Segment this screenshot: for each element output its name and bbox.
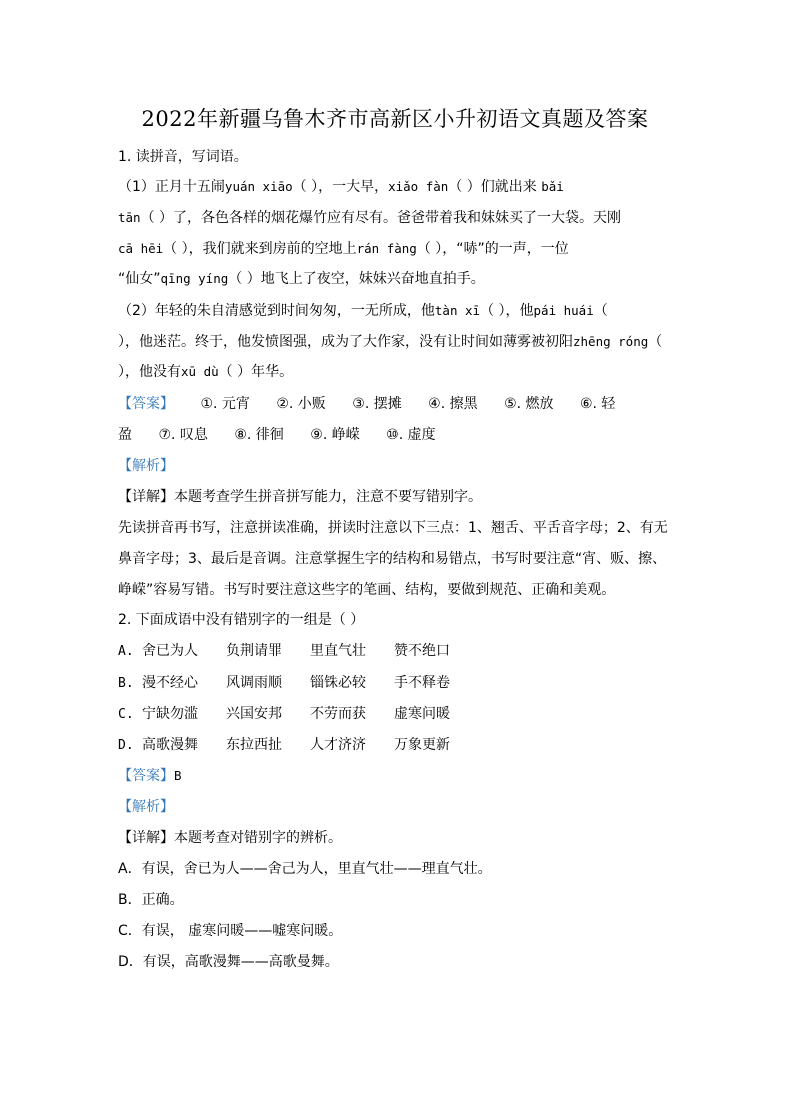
idiom: 不劳而获	[310, 706, 366, 722]
text: （ ）地飞上了夜空，妹妹兴奋地直拍手。	[228, 271, 485, 287]
pinyin: xū dù	[181, 364, 219, 379]
q2-answer	[118, 766, 678, 786]
pinyin: pái huái	[533, 303, 594, 318]
text: ），他没有	[118, 364, 181, 380]
q1-answer-line-2	[118, 425, 678, 445]
answer-item: ⑤. 燃放	[504, 396, 554, 412]
text: （ ）们就出来	[448, 179, 537, 195]
q1-line-3	[118, 239, 678, 259]
detail-label: 【详解】	[118, 830, 174, 846]
pinyin: rán fàng	[356, 241, 417, 256]
answer-item: ③. 摆摊	[352, 396, 402, 412]
answer-item: ⑥. 轻	[579, 396, 616, 412]
q2-option-c	[118, 704, 678, 725]
option-letter: D.	[118, 738, 134, 753]
idiom: 赞不绝口	[394, 643, 450, 659]
pinyin: bǎi	[541, 179, 564, 194]
q2-explanation-c: C．有误， 虚寒问暖——嘘寒问暖。	[118, 923, 343, 939]
option-letter: C.	[118, 707, 134, 722]
q2-option-d	[118, 735, 678, 756]
idiom: 虚寒问暖	[394, 706, 450, 722]
question-2-heading: 2. 下面成语中没有错别字的一组是（ ）	[118, 612, 365, 628]
idiom: 舍已为人	[142, 643, 198, 659]
q2-explanation-b: B．正确。	[118, 892, 184, 908]
idiom: 东拉西扯	[226, 737, 282, 753]
q2-explanation-a: A．有误，舍已为人——舍己为人，里直气壮——理直气壮。	[118, 861, 492, 877]
answer-label: 【答案】	[118, 768, 174, 784]
idiom: 手不释卷	[394, 675, 450, 691]
idiom: 兴国安邦	[226, 706, 282, 722]
idiom: 宁缺勿滥	[142, 706, 198, 722]
answer-item: ⑨. 峥嵘	[310, 427, 360, 443]
option-letter: B.	[118, 676, 134, 691]
q1-line-2	[118, 208, 678, 228]
detail-label: 【详解】	[118, 489, 174, 505]
answer-item: 盈	[118, 427, 132, 443]
pinyin: qīng yíng	[160, 271, 229, 286]
idiom: 里直气壮	[310, 643, 366, 659]
q1-analysis-label: 【解析】	[118, 458, 174, 474]
q1-explanation-line: 鼻音字母；3、最后是音调。注意掌握生字的结构和易错点，书写时要注意“宵、贩、擦、	[118, 551, 667, 567]
idiom: 万象更新	[394, 737, 450, 753]
q1-detail	[118, 487, 678, 507]
answer-item: ⑧. 徘徊	[234, 427, 284, 443]
text: （2）年轻的朱自清感觉到时间匆匆，一无所成，他	[118, 303, 435, 319]
pinyin: cā hēi	[118, 241, 164, 256]
q1-line-5	[118, 301, 678, 321]
idiom: 人才济济	[310, 737, 366, 753]
text: （ ）了，各色各样的烟花爆竹应有尽有。爸爸带着我和妹妹买了一大袋。天刚	[140, 210, 622, 226]
q2-option-b	[118, 673, 678, 694]
text: （ ）年华。	[218, 364, 294, 380]
q1-explanation-line: 先读拼音再书写，注意拼读准确，拼读时注意以下三点：1、翘舌、平舌音字母；2、有无	[118, 520, 668, 536]
answer-item: ⑩. 虚度	[386, 427, 436, 443]
q1-line-6	[118, 332, 678, 352]
idiom: 负荆请罪	[226, 643, 282, 659]
q1-line-4	[118, 269, 678, 289]
q2-option-a	[118, 641, 678, 662]
answer-label: 【答案】	[118, 396, 174, 412]
page-title: 2022年新疆乌鲁木齐市高新区小升初语文真题及答案	[141, 107, 649, 131]
q1-answer-line-1	[118, 394, 678, 414]
idiom: 风调雨顺	[226, 675, 282, 691]
q2-explanation-d: D．有误，高歌漫舞——高歌曼舞。	[118, 954, 339, 970]
q1-line-7	[118, 362, 678, 382]
answer-item: ②. 小贩	[276, 396, 326, 412]
pinyin: zhēng róng	[573, 334, 649, 349]
pinyin: yuán xiāo	[224, 179, 293, 194]
answer-value: B	[174, 768, 182, 783]
answer-item: ④. 擦黑	[428, 396, 478, 412]
pinyin: xiǎo fàn	[388, 179, 449, 194]
pinyin: tàn xī	[434, 303, 481, 318]
q1-line-1	[118, 177, 678, 197]
text: （ ），我们就来到房前的空地上	[163, 241, 357, 257]
detail-text: 本题考查对错别字的辨析。	[174, 830, 342, 846]
pinyin: tān	[118, 210, 141, 225]
option-letter: A.	[118, 644, 134, 659]
question-1-heading: 1. 读拼音，写词语。	[118, 149, 248, 165]
idiom: 锱铢必较	[310, 675, 366, 691]
q2-detail	[118, 828, 678, 848]
text: （ ），一大早，	[292, 179, 389, 195]
idiom: 漫不经心	[142, 675, 198, 691]
answer-item: ⑦. 叹息	[158, 427, 208, 443]
answer-item: ①. 元宵	[200, 396, 250, 412]
text: “仙女”	[118, 271, 161, 287]
text: （	[648, 334, 663, 350]
q2-analysis-label: 【解析】	[118, 799, 174, 815]
text: （1）正月十五闹	[118, 179, 225, 195]
detail-text: 本题考查学生拼音拼写能力，注意不要写错别字。	[174, 489, 482, 505]
text: （	[593, 303, 608, 319]
text: （ ），他	[480, 303, 534, 319]
idiom: 高歌漫舞	[142, 737, 198, 753]
text: ），他迷茫。终于，他发愤图强，成为了大作家，没有让时间如薄雾被初阳	[118, 334, 573, 350]
text: （ ），“哧”的一声，一位	[416, 241, 569, 257]
q1-explanation-line: 峥嵘”容易写错。书写时要注意这些字的笔画、结构，要做到规范、正确和美观。	[118, 582, 616, 598]
